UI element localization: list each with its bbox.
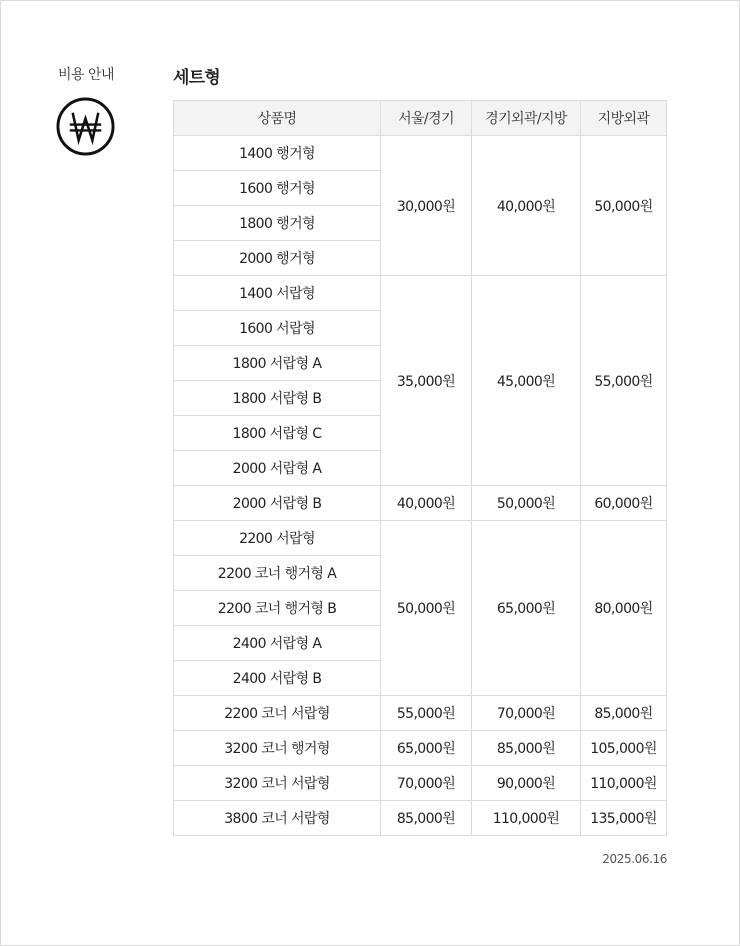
table-row — [174, 766, 667, 801]
price-outer-gyeonggi-province: 40,000원 — [472, 136, 581, 276]
product-name-cell: 1400 서랍형 — [174, 276, 381, 311]
product-name-cell: 2000 서랍형 B — [174, 486, 381, 521]
price-outer-gyeonggi-province: 45,000원 — [472, 276, 581, 486]
product-name-cell: 1600 행거형 — [174, 171, 381, 206]
price-outer-gyeonggi-province: 70,000원 — [472, 696, 581, 731]
price-outer-province: 105,000원 — [581, 731, 667, 766]
product-name-cell: 2000 행거형 — [174, 241, 381, 276]
table-row — [174, 276, 667, 311]
price-seoul-gyeonggi: 55,000원 — [381, 696, 472, 731]
price-outer-gyeonggi-province: 65,000원 — [472, 521, 581, 696]
price-seoul-gyeonggi: 30,000원 — [381, 136, 472, 276]
price-seoul-gyeonggi: 50,000원 — [381, 521, 472, 696]
product-name-cell: 2400 서랍형 B — [174, 661, 381, 696]
price-seoul-gyeonggi: 65,000원 — [381, 731, 472, 766]
product-name-cell: 1800 서랍형 C — [174, 416, 381, 451]
product-name-cell: 1800 행거형 — [174, 206, 381, 241]
product-name-cell: 1600 서랍형 — [174, 311, 381, 346]
price-outer-province: 110,000원 — [581, 766, 667, 801]
price-seoul-gyeonggi: 85,000원 — [381, 801, 472, 836]
price-table — [173, 100, 667, 836]
product-name-cell: 1800 서랍형 A — [174, 346, 381, 381]
header-product: 상품명 — [174, 101, 381, 136]
product-name-cell: 2200 코너 행거형 A — [174, 556, 381, 591]
header-outer-province: 지방외곽 — [581, 101, 667, 136]
product-name-cell: 2400 서랍형 A — [174, 626, 381, 661]
price-table-body — [174, 136, 667, 836]
header-seoul-gyeonggi: 서울/경기 — [381, 101, 472, 136]
table-row — [174, 136, 667, 171]
product-name-cell: 3200 코너 서랍형 — [174, 766, 381, 801]
table-row — [174, 521, 667, 556]
price-seoul-gyeonggi: 40,000원 — [381, 486, 472, 521]
product-name-cell: 3800 코너 서랍형 — [174, 801, 381, 836]
table-row — [174, 731, 667, 766]
price-outer-province: 135,000원 — [581, 801, 667, 836]
price-outer-province: 80,000원 — [581, 521, 667, 696]
product-name-cell: 2200 코너 행거형 B — [174, 591, 381, 626]
product-name-cell: 2000 서랍형 A — [174, 451, 381, 486]
price-outer-gyeonggi-province: 85,000원 — [472, 731, 581, 766]
price-outer-province: 60,000원 — [581, 486, 667, 521]
product-name-cell: 1800 서랍형 B — [174, 381, 381, 416]
price-outer-province: 50,000원 — [581, 136, 667, 276]
product-name-cell: 1400 행거형 — [174, 136, 381, 171]
price-outer-gyeonggi-province: 90,000원 — [472, 766, 581, 801]
price-outer-province: 85,000원 — [581, 696, 667, 731]
product-name-cell: 2200 코너 서랍형 — [174, 696, 381, 731]
price-outer-province: 55,000원 — [581, 276, 667, 486]
table-row — [174, 696, 667, 731]
header-outer-gyeonggi-province: 경기외곽/지방 — [472, 101, 581, 136]
update-date: 2025.06.16 — [602, 852, 667, 866]
table-header-row — [174, 101, 667, 136]
product-name-cell: 3200 코너 행거형 — [174, 731, 381, 766]
price-outer-gyeonggi-province: 110,000원 — [472, 801, 581, 836]
price-seoul-gyeonggi: 35,000원 — [381, 276, 472, 486]
section-title: 세트형 — [173, 68, 220, 88]
table-row — [174, 486, 667, 521]
won-sign-icon — [56, 97, 115, 156]
price-seoul-gyeonggi: 70,000원 — [381, 766, 472, 801]
product-name-cell: 2200 서랍형 — [174, 521, 381, 556]
cost-guide-label: 비용 안내 — [58, 67, 115, 83]
price-outer-gyeonggi-province: 50,000원 — [472, 486, 581, 521]
table-row — [174, 801, 667, 836]
